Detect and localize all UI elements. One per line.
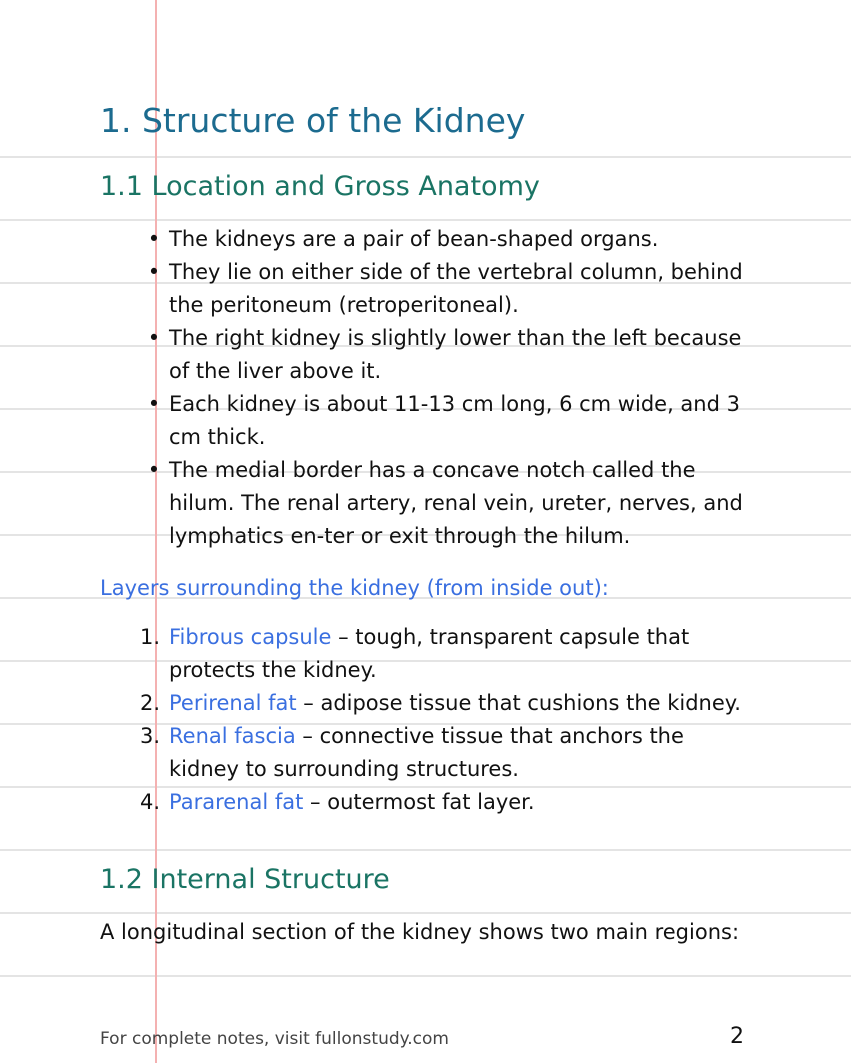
section-paragraph: A longitudinal section of the kidney shows two main regions: [100, 920, 740, 944]
list-number: 1. [139, 625, 160, 649]
layer-term: Fibrous capsule [169, 625, 332, 649]
list-item [100, 454, 760, 553]
bullet-icon: • [147, 227, 161, 251]
layer-description: – tough, transparent capsule that protects the kidney. [169, 625, 690, 682]
list-item [100, 388, 760, 454]
list-item-text: The right kidney is slightly lower than the left because of the liver above it. [169, 326, 742, 383]
layer-term: Pararenal fat [169, 790, 304, 814]
section-heading-1-2: 1.2 Internal Structure [100, 864, 390, 895]
bullet-icon: • [147, 260, 161, 284]
layer-term: Renal fascia [169, 724, 296, 748]
layers-heading: Layers surrounding the kidney (from inside out): [100, 576, 609, 600]
bullet-icon: • [147, 392, 161, 416]
list-item [100, 786, 760, 819]
footer-note: For complete notes, visit fullonstudy.com [100, 1029, 449, 1049]
layer-description: – adipose tissue that cushions the kidney. [296, 691, 741, 715]
list-number: 4. [139, 790, 160, 814]
list-item [100, 322, 760, 388]
list-item [100, 687, 760, 720]
bullet-icon: • [147, 458, 161, 482]
page-number: 2 [730, 1024, 744, 1049]
section-heading-1-1: 1.1 Location and Gross Anatomy [100, 171, 540, 202]
layers-numbered-list [100, 621, 760, 819]
list-item [100, 223, 760, 256]
bullet-icon: • [147, 326, 161, 350]
list-item-text: Each kidney is about 11-13 cm long, 6 cm wide, and 3 cm thick. [169, 392, 740, 449]
list-item-text: The medial border has a concave notch called the hilum. The renal artery, renal vein, ureter, nerves, and lymphatics en-ter or exit through the hilum. [169, 458, 743, 548]
layer-term: Perirenal fat [169, 691, 297, 715]
list-number: 3. [139, 724, 160, 748]
page-title: 1. Structure of the Kidney [100, 101, 526, 140]
list-item [100, 256, 760, 322]
list-item-text: The kidneys are a pair of bean-shaped organs. [169, 227, 659, 251]
layer-description: – connective tissue that anchors the kidney to surrounding structures. [169, 724, 684, 781]
list-item [100, 621, 760, 687]
anatomy-bullet-list [100, 223, 760, 553]
list-item-text: They lie on either side of the vertebral column, behind the peritoneum (retroperitoneal). [169, 260, 743, 317]
layer-description: – outermost fat layer. [303, 790, 535, 814]
list-number: 2. [139, 691, 160, 715]
list-item [100, 720, 760, 786]
